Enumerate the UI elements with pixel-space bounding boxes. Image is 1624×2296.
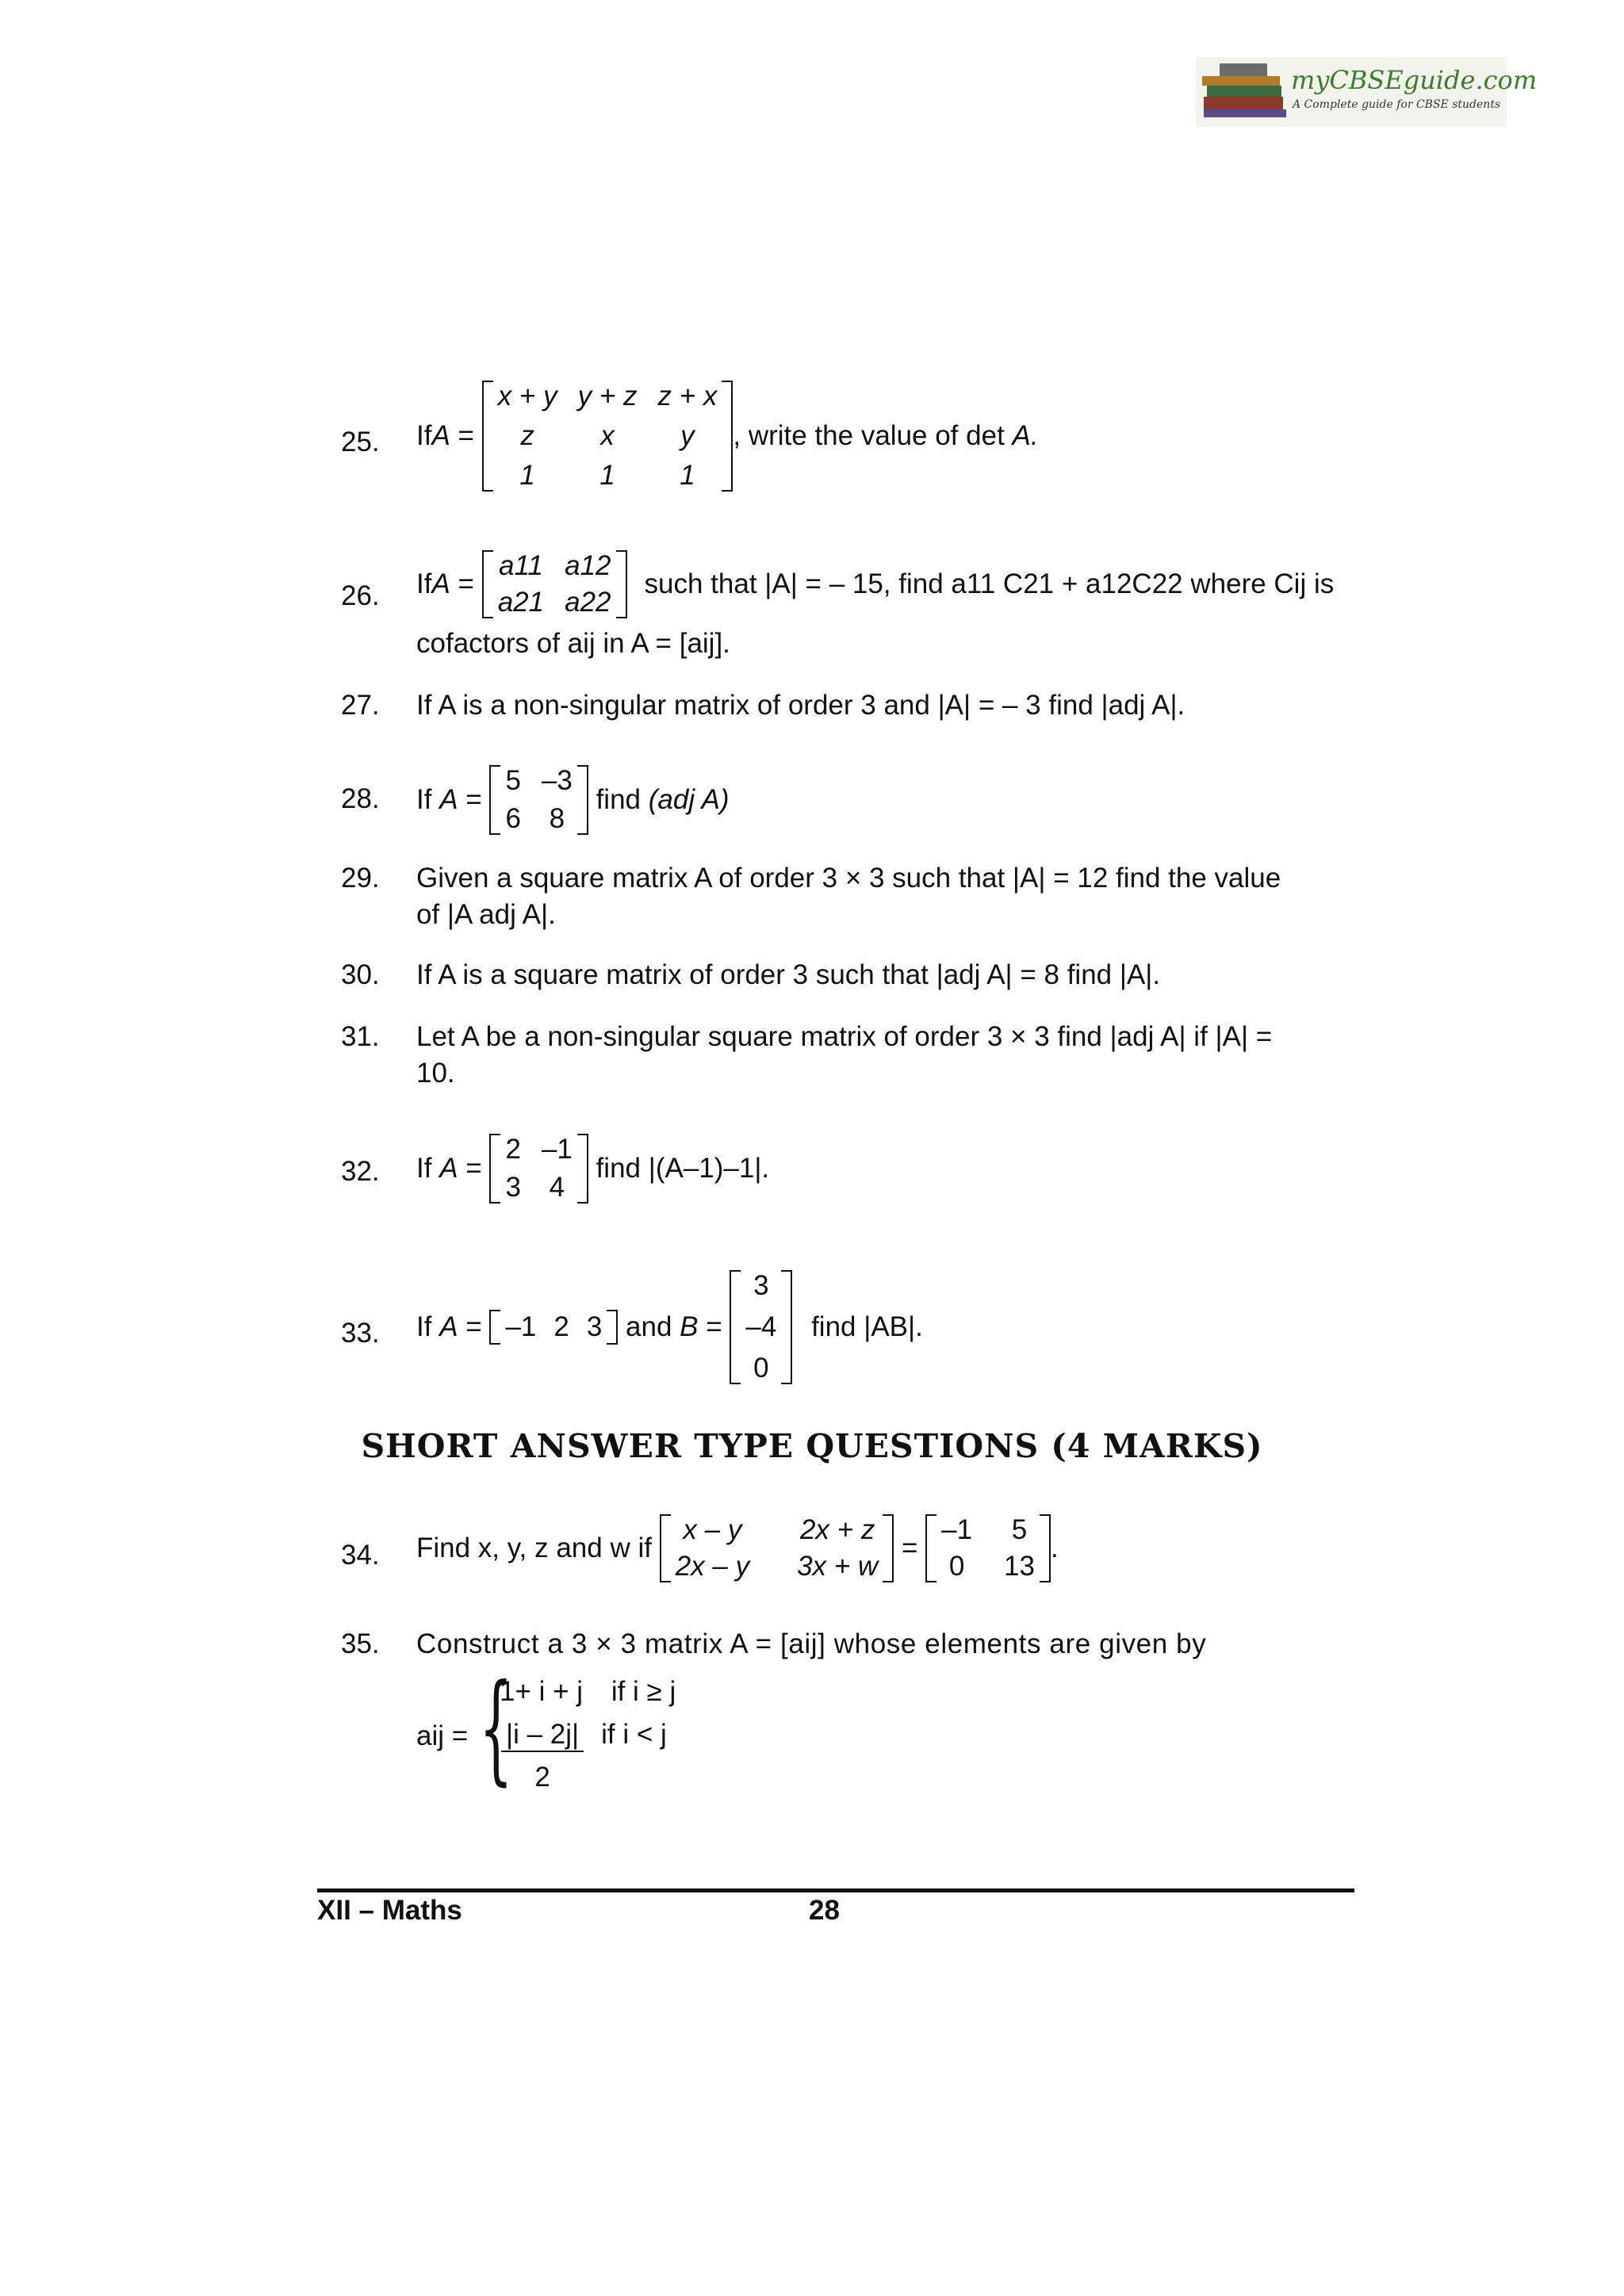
q34-matrix-right-cell-1-0: 0 [948,1551,965,1582]
q34-matrix-right [925,1514,1051,1582]
q33-body [416,1270,923,1384]
page-number: 28 [809,1895,840,1926]
q33-col-matrix-cell-1-0: –4 [745,1311,777,1342]
q35-lhs: aij = [416,1720,469,1751]
q34-text: Find x, y, z and w if [416,1533,660,1563]
q28-var-a: A [439,784,458,815]
q34-matrix-right-cell-1-1: 13 [1004,1551,1035,1582]
q32-body [416,1134,769,1203]
q32-matrix [489,1134,588,1203]
q34-eq: = [894,1533,926,1563]
q26-var-a: A [431,568,450,599]
q33-row-matrix-cell-0-1: 2 [553,1311,569,1342]
q32-matrix-cell-0-1: –1 [541,1134,573,1165]
q25-matrix-cell-1-2: y [680,420,695,451]
q26-line2: cofactors of aij in A = [aij]. [416,628,730,659]
q33-var-a: A [439,1311,458,1342]
q33-var-b: B [680,1311,699,1342]
q34-matrix-left-cell-1-0: 2x – y [675,1551,750,1582]
q34-period: . [1050,1533,1059,1563]
q28-find: find [588,784,649,815]
footer-rule [317,1888,1354,1892]
q28-body [416,765,730,835]
q29-line1: Given a square matrix A of order 3 × 3 such that |A| = 12 find the value [416,863,1281,894]
q32-expr: |(A–1)–1|. [648,1153,770,1184]
q25-matrix-cell-0-0: x + y [497,381,557,411]
q35-line1: Construct a 3 × 3 matrix A = [aij] whose elements are given by [416,1628,1207,1659]
q29-number: 29. [341,863,380,894]
q33-number: 33. [341,1318,380,1349]
q35-case1-cond: if i ≥ j [611,1676,676,1707]
q33-eq: = [458,1311,490,1342]
q33-row-matrix-cell-0-0: –1 [505,1311,537,1342]
q33-find: find |AB|. [803,1311,923,1342]
q30-text: If A is a square matrix of order 3 such that |adj A| = 8 find |A|. [416,959,1161,990]
q32-matrix-cell-1-1: 4 [549,1172,565,1203]
q31-number: 31. [341,1021,380,1052]
q25-post: , write the value of det [733,420,1013,451]
q25-var-a: A [431,420,450,451]
q25-eq: = [450,420,482,451]
q25-matrix [482,381,733,492]
q25-post-var: A. [1012,420,1039,451]
q34-matrix-left [660,1514,894,1582]
q26-matrix-cell-0-1: a12 [565,550,611,581]
q25-matrix-cell-2-2: 1 [680,460,695,491]
q34-matrix-left-cell-1-1: 3x + w [797,1551,879,1582]
q35-fraction [501,1719,584,1793]
q35-case2 [501,1719,667,1793]
q32-matrix-cell-1-0: 3 [505,1172,521,1203]
q28-matrix-cell-1-1: 8 [549,803,565,834]
q28-matrix-cell-0-1: –3 [541,765,573,796]
q32-eq: = [458,1153,490,1184]
q34-matrix-right-cell-0-0: –1 [941,1514,973,1545]
q34-matrix-right-cell-0-1: 5 [1011,1514,1028,1545]
q32-matrix-cell-0-0: 2 [505,1134,521,1165]
q34-number: 34. [341,1540,380,1571]
q28-if: If [416,784,440,815]
q31-line2: 10. [416,1058,455,1089]
q26-eq: = [450,568,482,599]
q27-text: If A is a non-singular matrix of order 3 and |A| = – 3 find |adj A|. [416,690,1185,721]
q33-eq2: = [698,1311,730,1342]
q25-body [416,381,1039,492]
q33-col-matrix-cell-2-0: 0 [753,1353,769,1383]
q26-matrix [482,550,627,618]
q35-frac-num: |i – 2j| [501,1719,584,1752]
q25-if: If [416,420,432,451]
q32-find: find [588,1153,649,1184]
q28-matrix-cell-1-0: 6 [505,803,521,834]
q33-and: and [618,1311,680,1342]
footer-subject: XII – Maths [317,1895,462,1926]
q35-frac-den: 2 [534,1762,550,1793]
q35-case2-cond: if i < j [601,1719,667,1750]
q26-matrix-cell-1-1: a22 [565,587,611,618]
logo-tagline: A Complete guide for CBSE students [1293,98,1501,111]
q26-number: 26. [341,580,380,611]
q34-matrix-left-cell-0-0: x – y [683,1514,742,1545]
q26-if: If [416,568,432,599]
q25-matrix-cell-1-1: x [600,420,615,451]
q25-matrix-cell-2-0: 1 [519,460,535,491]
logo-brand: myCBSEguide.com [1291,65,1538,95]
q35-case1-expr: 1+ i + j [500,1676,584,1707]
q33-row-matrix-cell-0-2: 3 [586,1311,603,1342]
q29-line2: of |A adj A|. [416,899,556,930]
q35-number: 35. [341,1628,380,1659]
q35-case1 [500,1676,676,1708]
q32-if: If [416,1153,440,1184]
mycbseguide-logo [1196,57,1538,127]
q27-number: 27. [341,690,380,721]
q32-var-a: A [439,1153,458,1184]
q28-adj: (adj A) [648,784,730,815]
q26-matrix-cell-1-0: a21 [497,587,545,618]
q26-matrix-cell-0-0: a11 [499,550,543,581]
q30-number: 30. [341,959,380,990]
q25-matrix-cell-2-1: 1 [599,460,615,491]
q31-line1: Let A be a non-singular square matrix of order 3 × 3 find |adj A| if |A| = [416,1021,1273,1052]
q28-matrix [489,765,588,835]
q32-number: 32. [341,1156,380,1187]
q28-number: 28. [341,783,380,814]
q28-eq: = [458,784,490,815]
q33-if: If [416,1311,440,1342]
q28-matrix-cell-0-0: 5 [505,765,521,796]
q34-matrix-left-cell-0-1: 2x + z [799,1514,875,1545]
q26-text: such that |A| = – 15, find a11 C21 + a12C22 where Cij is [644,568,1335,599]
q25-matrix-cell-1-0: z [520,420,534,451]
q35-brace: { [479,1659,513,1797]
q25-matrix-cell-0-2: z + x [657,381,718,411]
q26-line1 [416,550,1334,618]
section-heading: SHORT ANSWER TYPE QUESTIONS (4 MARKS) [361,1427,1263,1465]
q33-row-matrix [489,1310,618,1345]
q25-matrix-cell-0-1: y + z [577,381,638,411]
q34-body [416,1514,1059,1582]
q25-number: 25. [341,427,380,457]
q33-col-matrix-cell-0-0: 3 [753,1270,769,1301]
q33-col-matrix [730,1270,792,1384]
